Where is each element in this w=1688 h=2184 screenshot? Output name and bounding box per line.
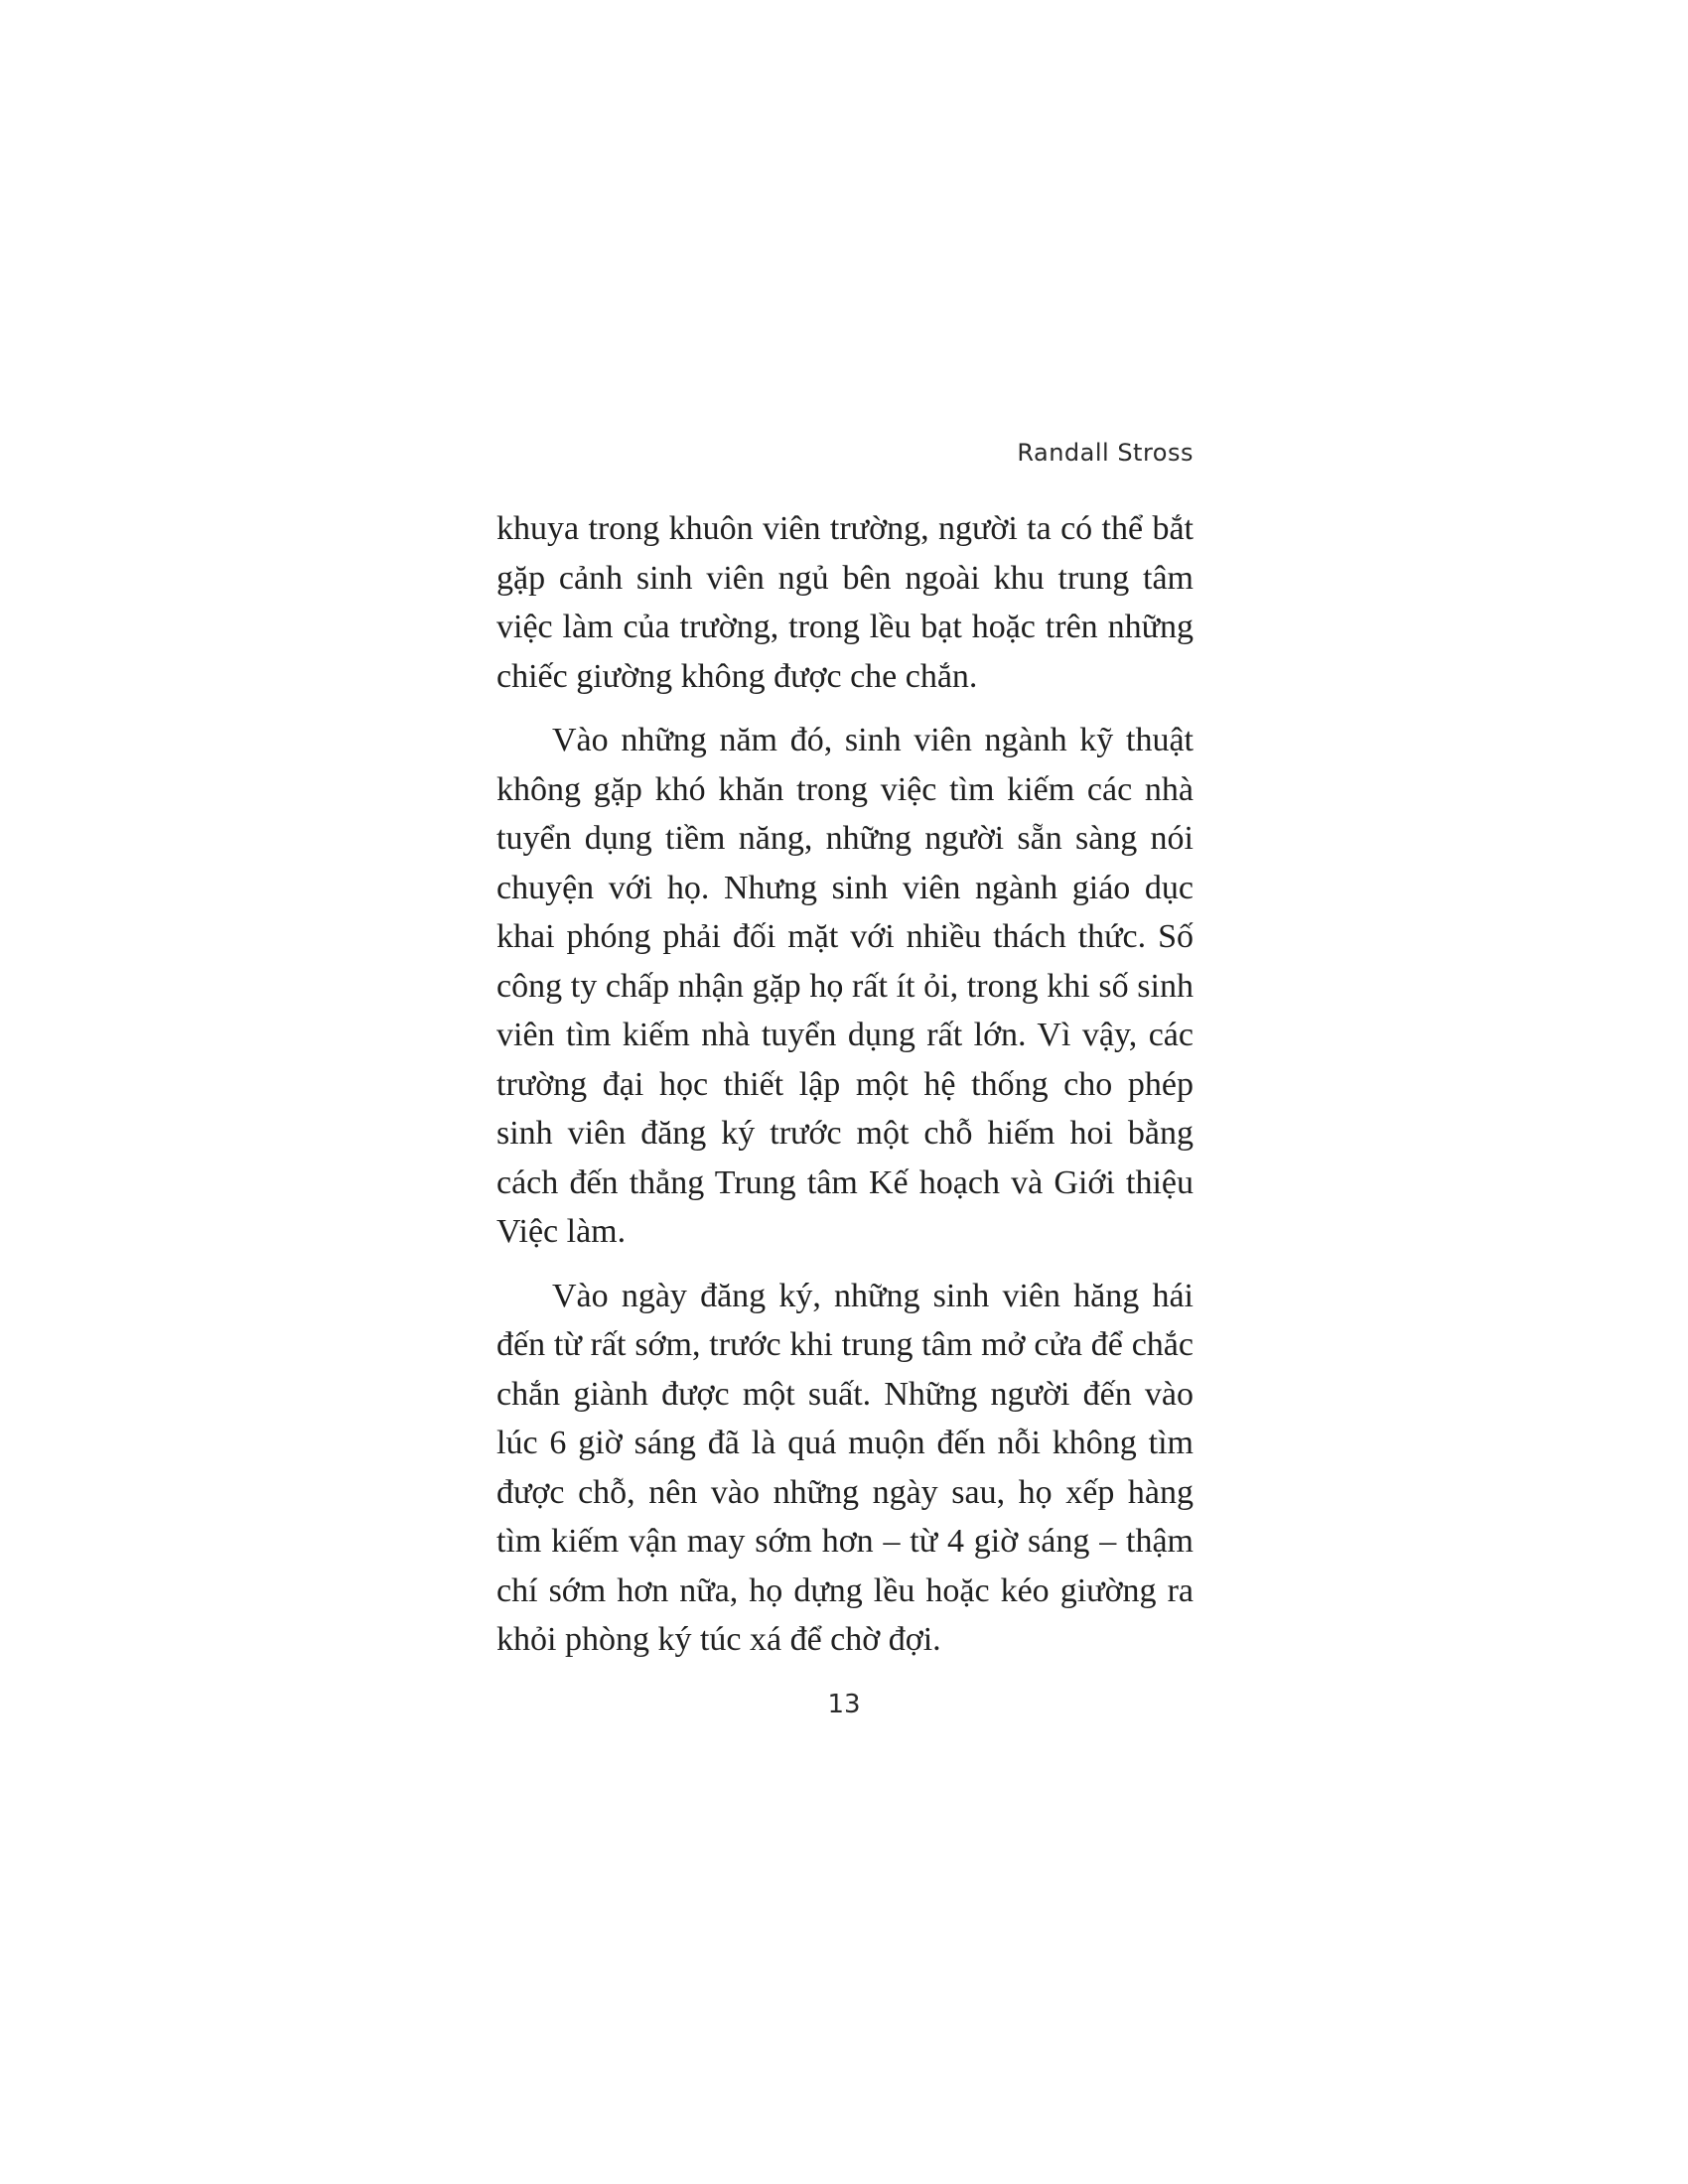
- running-header-author: Randall Stross: [1017, 439, 1194, 467]
- page-number: 13: [827, 1690, 861, 1719]
- paragraph-continuation: khuya trong khuôn viên trường, người ta có thể bắt gặp cảnh sinh viên ngủ bên ngoài khu trung tâm việc làm của trường, trong lều bạt hoặc trên những chiếc giường không được che chắn.: [496, 510, 1194, 695]
- paragraph: Vào những năm đó, sinh viên ngành kỹ thuật không gặp khó khăn trong việc tìm kiếm các nhà tuyển dụng tiềm năng, những người sẵn sàng nói chuyện với họ. Nhưng sinh viên ngành giáo dục khai phóng phải đối mặt với nhiều thách thức. Số công ty chấp nhận gặp họ rất ít ỏi, trong khi số sinh viên tìm kiếm nhà tuyển dụng rất lớn. Vì vậy, các trường đại học thiết lập một hệ thống cho phép sinh viên đăng ký trước một chỗ hiếm hoi bằng cách đến thẳng Trung tâm Kế hoạch và Giới thiệu Việc làm.: [496, 722, 1194, 1250]
- paragraph: Vào ngày đăng ký, những sinh viên hăng hái đến từ rất sớm, trước khi trung tâm mở cửa để chắc chắn giành được một suất. Những người đến vào lúc 6 giờ sáng đã là quá muộn đến nỗi không tìm được chỗ, nên vào những ngày sau, họ xếp hàng tìm kiếm vận may sớm hơn – từ 4 giờ sáng – thậm chí sớm hơn nữa, họ dựng lều hoặc kéo giường ra khỏi phòng ký túc xá để chờ đợi.: [496, 1277, 1194, 1658]
- body-text: [496, 504, 1194, 1665]
